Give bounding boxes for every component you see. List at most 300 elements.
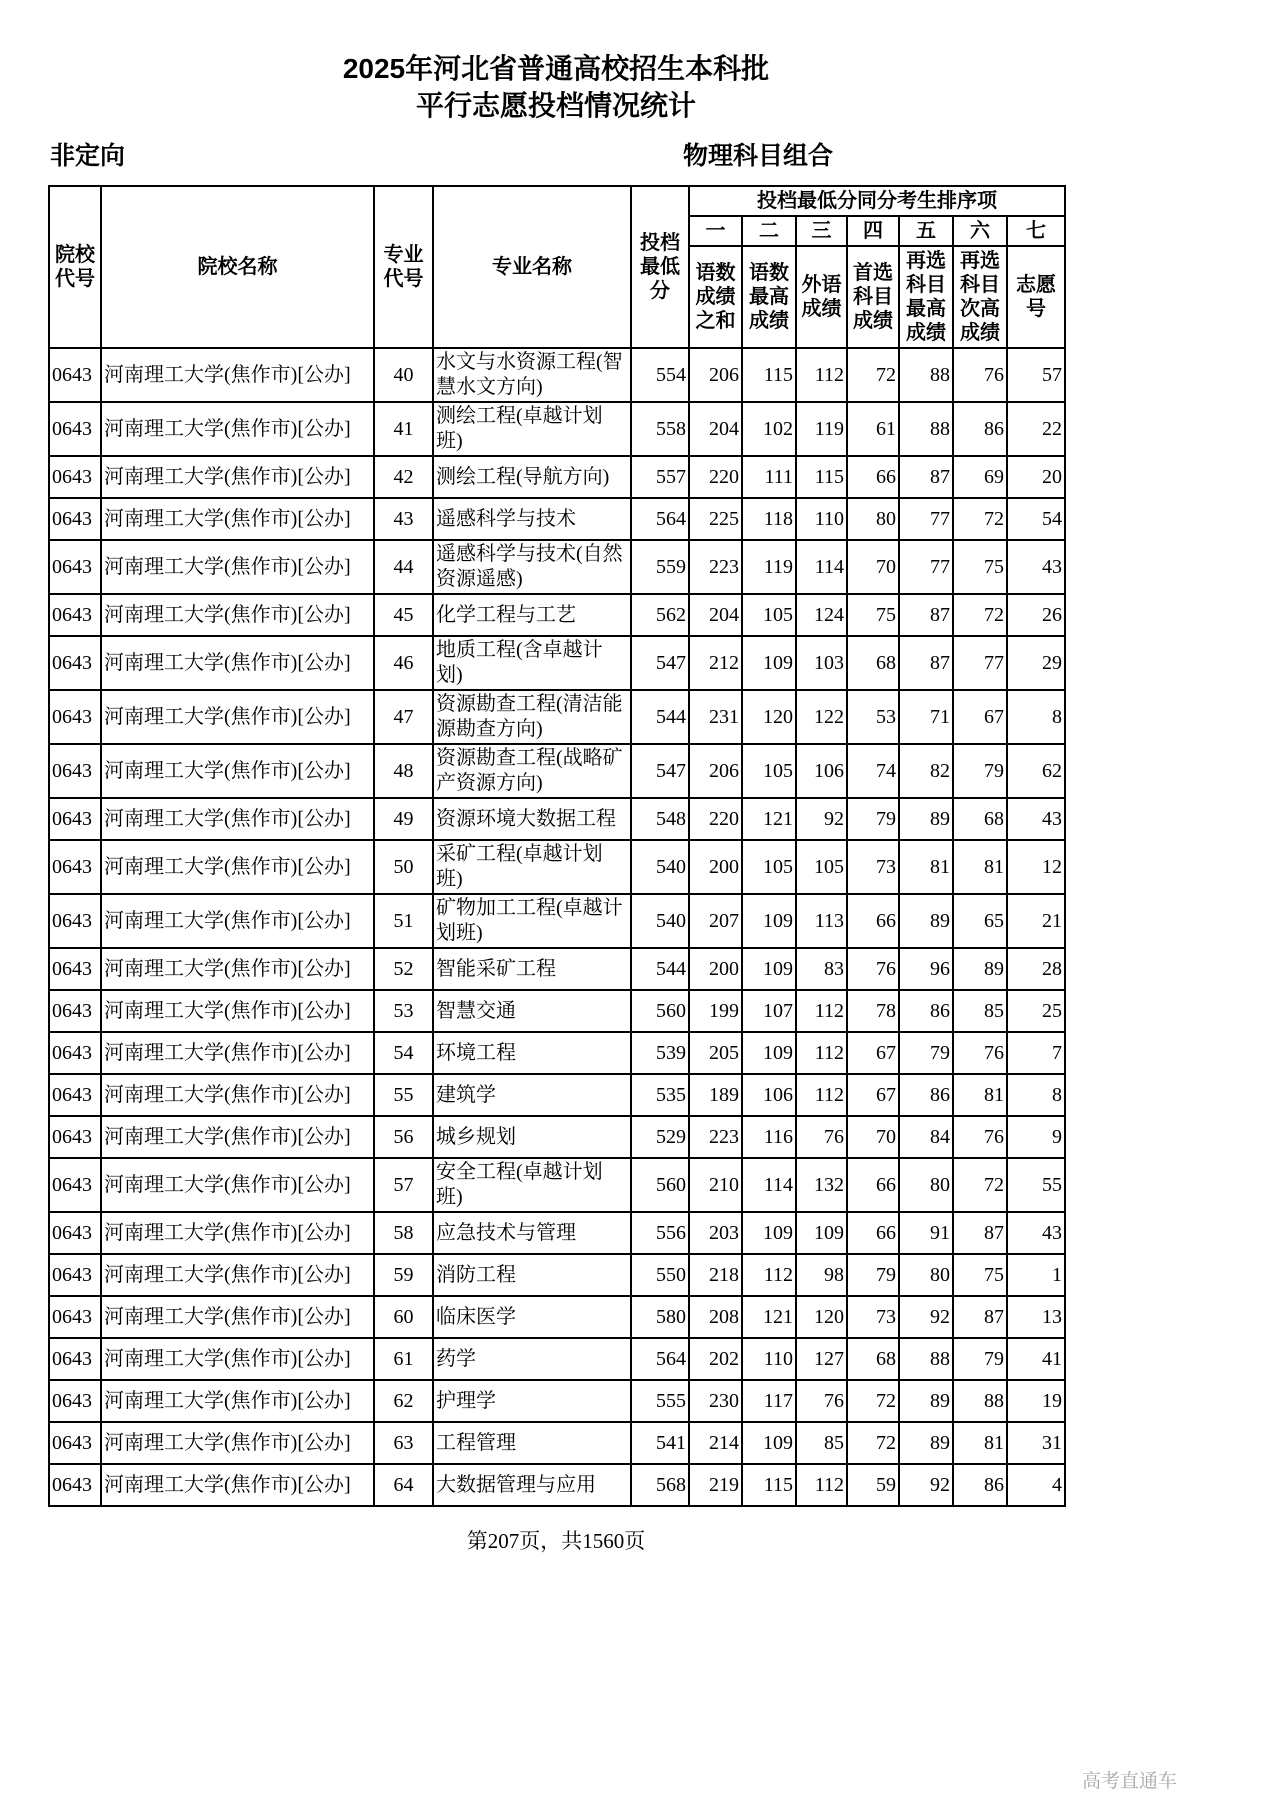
- tiebreak-4-cell: 68: [847, 1338, 899, 1380]
- major-name-cell: 采矿工程(卓越计划班): [433, 840, 631, 894]
- tiebreak-6-cell: 81: [953, 1074, 1007, 1116]
- major-code-cell: 45: [374, 594, 433, 636]
- tiebreak-6-cell: 79: [953, 1338, 1007, 1380]
- college-code-cell: 0643: [49, 1380, 101, 1422]
- major-code-cell: 58: [374, 1212, 433, 1254]
- college-name-cell: 河南理工大学(焦作市)[公办]: [101, 594, 374, 636]
- table-row: [49, 840, 1065, 894]
- section-labels: [48, 139, 1064, 173]
- major-code-cell: 59: [374, 1254, 433, 1296]
- sub-header-chinese-math-sum: 语数成绩之和: [689, 246, 742, 348]
- tiebreak-4-cell: 75: [847, 594, 899, 636]
- college-name-cell: 河南理工大学(焦作市)[公办]: [101, 744, 374, 798]
- tiebreak-1-cell: 204: [689, 402, 742, 456]
- tiebreak-5-cell: 80: [899, 1254, 953, 1296]
- tiebreak-4-cell: 70: [847, 1116, 899, 1158]
- table-body: [49, 348, 1065, 1506]
- tiebreak-4-cell: 53: [847, 690, 899, 744]
- college-name-cell: 河南理工大学(焦作市)[公办]: [101, 1338, 374, 1380]
- tiebreak-6-cell: 76: [953, 1032, 1007, 1074]
- table-row: [49, 798, 1065, 840]
- table-row: [49, 1422, 1065, 1464]
- volunteer-number-cell: 62: [1007, 744, 1065, 798]
- college-name-cell: 河南理工大学(焦作市)[公办]: [101, 1212, 374, 1254]
- ordinal-header-2: 二: [742, 216, 796, 246]
- college-code-cell: 0643: [49, 948, 101, 990]
- min-score-cell: 547: [631, 744, 689, 798]
- major-code-cell: 43: [374, 498, 433, 540]
- tiebreak-3-cell: 112: [796, 1464, 847, 1506]
- tiebreak-2-cell: 105: [742, 744, 796, 798]
- min-score-cell: 544: [631, 690, 689, 744]
- college-code-cell: 0643: [49, 744, 101, 798]
- major-name-cell: 消防工程: [433, 1254, 631, 1296]
- tiebreak-5-cell: 89: [899, 894, 953, 948]
- major-name-cell: 遥感科学与技术(自然资源遥感): [433, 540, 631, 594]
- tiebreak-4-cell: 74: [847, 744, 899, 798]
- major-code-cell: 40: [374, 348, 433, 402]
- college-code-cell: 0643: [49, 1032, 101, 1074]
- title-line-2: 平行志愿投档情况统计: [415, 90, 696, 121]
- tiebreak-4-cell: 72: [847, 348, 899, 402]
- major-code-cell: 57: [374, 1158, 433, 1212]
- tiebreak-5-cell: 87: [899, 456, 953, 498]
- volunteer-number-cell: 28: [1007, 948, 1065, 990]
- college-name-cell: 河南理工大学(焦作市)[公办]: [101, 1254, 374, 1296]
- tiebreak-6-cell: 86: [953, 1464, 1007, 1506]
- tiebreak-3-cell: 106: [796, 744, 847, 798]
- tiebreak-2-cell: 112: [742, 1254, 796, 1296]
- tiebreak-2-cell: 120: [742, 690, 796, 744]
- tiebreak-6-cell: 75: [953, 1254, 1007, 1296]
- table-row: [49, 894, 1065, 948]
- college-name-cell: 河南理工大学(焦作市)[公办]: [101, 636, 374, 690]
- tiebreak-1-cell: 200: [689, 840, 742, 894]
- table-row: [49, 948, 1065, 990]
- min-score-cell: 556: [631, 1212, 689, 1254]
- tiebreak-2-cell: 117: [742, 1380, 796, 1422]
- college-code-cell: 0643: [49, 1338, 101, 1380]
- major-name-cell: 工程管理: [433, 1422, 631, 1464]
- min-score-cell: 540: [631, 894, 689, 948]
- major-code-cell: 48: [374, 744, 433, 798]
- tiebreak-3-cell: 112: [796, 348, 847, 402]
- tiebreak-5-cell: 80: [899, 1158, 953, 1212]
- tiebreak-5-cell: 89: [899, 1422, 953, 1464]
- tiebreak-4-cell: 66: [847, 1212, 899, 1254]
- tiebreak-6-cell: 87: [953, 1296, 1007, 1338]
- tiebreak-2-cell: 121: [742, 798, 796, 840]
- tiebreak-6-cell: 72: [953, 498, 1007, 540]
- college-code-cell: 0643: [49, 1074, 101, 1116]
- tiebreak-4-cell: 80: [847, 498, 899, 540]
- table-row: [49, 1338, 1065, 1380]
- tiebreak-4-cell: 61: [847, 402, 899, 456]
- major-name-cell: 大数据管理与应用: [433, 1464, 631, 1506]
- major-code-cell: 56: [374, 1116, 433, 1158]
- tiebreak-3-cell: 114: [796, 540, 847, 594]
- major-name-cell: 应急技术与管理: [433, 1212, 631, 1254]
- tiebreak-2-cell: 119: [742, 540, 796, 594]
- volunteer-number-cell: 54: [1007, 498, 1065, 540]
- volunteer-number-cell: 43: [1007, 1212, 1065, 1254]
- tiebreak-3-cell: 110: [796, 498, 847, 540]
- college-code-cell: 0643: [49, 798, 101, 840]
- tiebreak-4-cell: 72: [847, 1380, 899, 1422]
- tiebreak-3-cell: 85: [796, 1422, 847, 1464]
- min-score-cell: 568: [631, 1464, 689, 1506]
- tiebreak-5-cell: 88: [899, 1338, 953, 1380]
- volunteer-number-cell: 43: [1007, 540, 1065, 594]
- tiebreak-2-cell: 102: [742, 402, 796, 456]
- major-name-cell: 智能采矿工程: [433, 948, 631, 990]
- major-name-cell: 安全工程(卓越计划班): [433, 1158, 631, 1212]
- major-name-cell: 矿物加工工程(卓越计划班): [433, 894, 631, 948]
- min-score-cell: 540: [631, 840, 689, 894]
- table-row: [49, 1380, 1065, 1422]
- header-row-main: [49, 186, 1065, 216]
- college-name-cell: 河南理工大学(焦作市)[公办]: [101, 456, 374, 498]
- volunteer-number-cell: 4: [1007, 1464, 1065, 1506]
- major-code-cell: 52: [374, 948, 433, 990]
- tiebreak-6-cell: 69: [953, 456, 1007, 498]
- tiebreak-2-cell: 105: [742, 840, 796, 894]
- tiebreak-1-cell: 212: [689, 636, 742, 690]
- college-name-cell: 河南理工大学(焦作市)[公办]: [101, 498, 374, 540]
- major-name-cell: 药学: [433, 1338, 631, 1380]
- volunteer-number-cell: 7: [1007, 1032, 1065, 1074]
- major-code-cell: 46: [374, 636, 433, 690]
- orientation-label: 非定向: [50, 142, 126, 170]
- min-score-cell: 539: [631, 1032, 689, 1074]
- college-code-cell: 0643: [49, 594, 101, 636]
- tiebreak-1-cell: 207: [689, 894, 742, 948]
- tiebreak-2-cell: 116: [742, 1116, 796, 1158]
- subject-combination-label: 物理科目组合: [683, 142, 834, 170]
- tiebreak-5-cell: 77: [899, 540, 953, 594]
- tiebreak-3-cell: 105: [796, 840, 847, 894]
- college-name-cell: 河南理工大学(焦作市)[公办]: [101, 1464, 374, 1506]
- tiebreak-4-cell: 73: [847, 1296, 899, 1338]
- min-score-cell: 559: [631, 540, 689, 594]
- tiebreak-5-cell: 96: [899, 948, 953, 990]
- table-row: [49, 690, 1065, 744]
- tiebreak-4-cell: 66: [847, 456, 899, 498]
- table-row: [49, 1464, 1065, 1506]
- college-code-cell: 0643: [49, 1254, 101, 1296]
- college-name-cell: 河南理工大学(焦作市)[公办]: [101, 948, 374, 990]
- tiebreak-5-cell: 89: [899, 798, 953, 840]
- major-code-cell: 55: [374, 1074, 433, 1116]
- tiebreak-3-cell: 115: [796, 456, 847, 498]
- volunteer-number-cell: 21: [1007, 894, 1065, 948]
- major-code-cell: 41: [374, 402, 433, 456]
- min-score-cell: 529: [631, 1116, 689, 1158]
- min-score-cell: 580: [631, 1296, 689, 1338]
- volunteer-number-cell: 57: [1007, 348, 1065, 402]
- tiebreak-4-cell: 79: [847, 798, 899, 840]
- major-name-cell: 建筑学: [433, 1074, 631, 1116]
- major-name-cell: 资源环境大数据工程: [433, 798, 631, 840]
- tiebreak-3-cell: 98: [796, 1254, 847, 1296]
- tiebreak-6-cell: 79: [953, 744, 1007, 798]
- tiebreak-1-cell: 225: [689, 498, 742, 540]
- tiebreak-2-cell: 109: [742, 894, 796, 948]
- tiebreak-6-cell: 85: [953, 990, 1007, 1032]
- tiebreak-5-cell: 84: [899, 1116, 953, 1158]
- table-row: [49, 540, 1065, 594]
- table-row: [49, 1254, 1065, 1296]
- tiebreak-3-cell: 92: [796, 798, 847, 840]
- tiebreak-6-cell: 65: [953, 894, 1007, 948]
- college-name-cell: 河南理工大学(焦作市)[公办]: [101, 402, 374, 456]
- tiebreak-2-cell: 109: [742, 1422, 796, 1464]
- tiebreak-4-cell: 66: [847, 1158, 899, 1212]
- tiebreak-4-cell: 72: [847, 1422, 899, 1464]
- tiebreak-3-cell: 76: [796, 1380, 847, 1422]
- major-name-cell: 护理学: [433, 1380, 631, 1422]
- tiebreak-5-cell: 86: [899, 990, 953, 1032]
- table-row: [49, 402, 1065, 456]
- major-code-cell: 50: [374, 840, 433, 894]
- min-score-cell: 562: [631, 594, 689, 636]
- college-code-cell: 0643: [49, 498, 101, 540]
- tiebreak-5-cell: 88: [899, 402, 953, 456]
- min-score-cell: 564: [631, 498, 689, 540]
- tiebreak-5-cell: 86: [899, 1074, 953, 1116]
- sub-header-first-subject: 首选科目成绩: [847, 246, 899, 348]
- tiebreak-4-cell: 59: [847, 1464, 899, 1506]
- college-code-cell: 0643: [49, 348, 101, 402]
- volunteer-number-cell: 8: [1007, 690, 1065, 744]
- major-name-header: 专业名称: [433, 186, 631, 348]
- tiebreak-4-cell: 78: [847, 990, 899, 1032]
- tiebreak-5-cell: 89: [899, 1380, 953, 1422]
- tiebreak-2-cell: 110: [742, 1338, 796, 1380]
- college-name-cell: 河南理工大学(焦作市)[公办]: [101, 1296, 374, 1338]
- major-name-cell: 城乡规划: [433, 1116, 631, 1158]
- tiebreak-3-cell: 83: [796, 948, 847, 990]
- major-code-cell: 60: [374, 1296, 433, 1338]
- college-name-cell: 河南理工大学(焦作市)[公办]: [101, 1116, 374, 1158]
- major-code-cell: 44: [374, 540, 433, 594]
- tiebreak-3-cell: 122: [796, 690, 847, 744]
- tiebreak-1-cell: 208: [689, 1296, 742, 1338]
- major-code-cell: 64: [374, 1464, 433, 1506]
- sub-header-reselect-second: 再选科目次高成绩: [953, 246, 1007, 348]
- table-row: [49, 498, 1065, 540]
- table-row: [49, 1296, 1065, 1338]
- tiebreak-6-cell: 89: [953, 948, 1007, 990]
- tiebreak-1-cell: 220: [689, 798, 742, 840]
- college-name-cell: 河南理工大学(焦作市)[公办]: [101, 1158, 374, 1212]
- major-code-cell: 54: [374, 1032, 433, 1074]
- volunteer-number-cell: 31: [1007, 1422, 1065, 1464]
- tiebreak-2-cell: 115: [742, 348, 796, 402]
- tiebreak-1-cell: 203: [689, 1212, 742, 1254]
- document-page: [48, 50, 1064, 1555]
- college-code-header: 院校代号: [49, 186, 101, 348]
- college-code-cell: 0643: [49, 1116, 101, 1158]
- min-score-cell: 555: [631, 1380, 689, 1422]
- tiebreak-4-cell: 76: [847, 948, 899, 990]
- college-code-cell: 0643: [49, 1212, 101, 1254]
- college-code-cell: 0643: [49, 894, 101, 948]
- tiebreak-1-cell: 223: [689, 540, 742, 594]
- ordinal-header-6: 六: [953, 216, 1007, 246]
- tiebreak-6-cell: 88: [953, 1380, 1007, 1422]
- tiebreak-2-cell: 107: [742, 990, 796, 1032]
- tiebreak-3-cell: 112: [796, 1074, 847, 1116]
- college-code-cell: 0643: [49, 636, 101, 690]
- college-code-cell: 0643: [49, 540, 101, 594]
- college-name-cell: 河南理工大学(焦作市)[公办]: [101, 840, 374, 894]
- volunteer-number-cell: 8: [1007, 1074, 1065, 1116]
- title-line-1: 2025年河北省普通高校招生本科批: [342, 53, 770, 84]
- tiebreak-4-cell: 66: [847, 894, 899, 948]
- tiebreak-3-cell: 132: [796, 1158, 847, 1212]
- tiebreak-2-cell: 109: [742, 948, 796, 990]
- tiebreak-1-cell: 214: [689, 1422, 742, 1464]
- tiebreak-3-cell: 103: [796, 636, 847, 690]
- table-row: [49, 594, 1065, 636]
- sub-header-foreign-language: 外语成绩: [796, 246, 847, 348]
- college-code-cell: 0643: [49, 690, 101, 744]
- major-code-cell: 53: [374, 990, 433, 1032]
- tiebreak-4-cell: 73: [847, 840, 899, 894]
- tiebreak-3-cell: 127: [796, 1338, 847, 1380]
- major-code-cell: 49: [374, 798, 433, 840]
- tiebreak-3-cell: 76: [796, 1116, 847, 1158]
- tiebreak-2-cell: 109: [742, 1212, 796, 1254]
- tiebreak-2-cell: 121: [742, 1296, 796, 1338]
- tiebreak-1-cell: 199: [689, 990, 742, 1032]
- tiebreak-6-cell: 86: [953, 402, 1007, 456]
- major-name-cell: 地质工程(含卓越计划): [433, 636, 631, 690]
- tiebreak-6-cell: 76: [953, 1116, 1007, 1158]
- tiebreak-1-cell: 206: [689, 348, 742, 402]
- min-score-cell: 564: [631, 1338, 689, 1380]
- college-name-cell: 河南理工大学(焦作市)[公办]: [101, 990, 374, 1032]
- tiebreak-1-cell: 219: [689, 1464, 742, 1506]
- tiebreak-5-cell: 81: [899, 840, 953, 894]
- tiebreak-1-cell: 206: [689, 744, 742, 798]
- tiebreak-6-cell: 81: [953, 840, 1007, 894]
- tiebreak-5-cell: 87: [899, 594, 953, 636]
- table-header: [49, 186, 1065, 348]
- tiebreak-5-cell: 79: [899, 1032, 953, 1074]
- min-score-cell: 557: [631, 456, 689, 498]
- tiebreak-6-cell: 77: [953, 636, 1007, 690]
- tiebreak-3-cell: 112: [796, 990, 847, 1032]
- tiebreak-2-cell: 118: [742, 498, 796, 540]
- volunteer-number-cell: 13: [1007, 1296, 1065, 1338]
- tiebreak-6-cell: 68: [953, 798, 1007, 840]
- table-row: [49, 456, 1065, 498]
- table-row: [49, 636, 1065, 690]
- college-name-cell: 河南理工大学(焦作市)[公办]: [101, 1032, 374, 1074]
- tiebreak-2-cell: 109: [742, 636, 796, 690]
- college-code-cell: 0643: [49, 1158, 101, 1212]
- major-name-cell: 资源勘查工程(战略矿产资源方向): [433, 744, 631, 798]
- volunteer-number-cell: 9: [1007, 1116, 1065, 1158]
- min-score-cell: 554: [631, 348, 689, 402]
- tiebreak-3-cell: 112: [796, 1032, 847, 1074]
- college-name-cell: 河南理工大学(焦作市)[公办]: [101, 690, 374, 744]
- major-name-cell: 测绘工程(卓越计划班): [433, 402, 631, 456]
- page-indicator: 第207页，共1560页: [466, 1529, 646, 1553]
- tiebreak-3-cell: 119: [796, 402, 847, 456]
- tiebreak-1-cell: 220: [689, 456, 742, 498]
- table-row: [49, 1158, 1065, 1212]
- tiebreak-1-cell: 202: [689, 1338, 742, 1380]
- tiebreak-1-cell: 231: [689, 690, 742, 744]
- major-code-cell: 63: [374, 1422, 433, 1464]
- volunteer-number-cell: 22: [1007, 402, 1065, 456]
- tiebreak-4-cell: 67: [847, 1032, 899, 1074]
- volunteer-number-cell: 26: [1007, 594, 1065, 636]
- volunteer-number-cell: 41: [1007, 1338, 1065, 1380]
- table-row: [49, 1074, 1065, 1116]
- volunteer-number-cell: 1: [1007, 1254, 1065, 1296]
- tiebreak-6-cell: 72: [953, 1158, 1007, 1212]
- tiebreak-6-cell: 81: [953, 1422, 1007, 1464]
- sub-header-volunteer-number: 志愿号: [1007, 246, 1065, 348]
- table-row: [49, 1116, 1065, 1158]
- tiebreak-4-cell: 67: [847, 1074, 899, 1116]
- ordinal-header-5: 五: [899, 216, 953, 246]
- college-code-cell: 0643: [49, 1464, 101, 1506]
- tiebreak-1-cell: 204: [689, 594, 742, 636]
- major-name-cell: 智慧交通: [433, 990, 631, 1032]
- min-score-cell: 550: [631, 1254, 689, 1296]
- tiebreak-5-cell: 82: [899, 744, 953, 798]
- min-score-cell: 541: [631, 1422, 689, 1464]
- college-name-cell: 河南理工大学(焦作市)[公办]: [101, 348, 374, 402]
- tiebreak-1-cell: 189: [689, 1074, 742, 1116]
- tiebreak-1-cell: 210: [689, 1158, 742, 1212]
- tiebreak-1-cell: 223: [689, 1116, 742, 1158]
- tiebreak-4-cell: 70: [847, 540, 899, 594]
- major-code-cell: 47: [374, 690, 433, 744]
- table-row: [49, 348, 1065, 402]
- volunteer-number-cell: 25: [1007, 990, 1065, 1032]
- volunteer-number-cell: 19: [1007, 1380, 1065, 1422]
- tiebreak-3-cell: 113: [796, 894, 847, 948]
- tiebreak-6-cell: 87: [953, 1212, 1007, 1254]
- tiebreak-5-cell: 71: [899, 690, 953, 744]
- sub-header-chinese-math-max: 语数最高成绩: [742, 246, 796, 348]
- tiebreak-1-cell: 205: [689, 1032, 742, 1074]
- min-score-cell: 547: [631, 636, 689, 690]
- tiebreak-4-cell: 68: [847, 636, 899, 690]
- major-code-cell: 62: [374, 1380, 433, 1422]
- college-name-cell: 河南理工大学(焦作市)[公办]: [101, 1380, 374, 1422]
- ordinal-header-1: 一: [689, 216, 742, 246]
- min-score-header: 投档最低分: [631, 186, 689, 348]
- college-name-header: 院校名称: [101, 186, 374, 348]
- tiebreak-6-cell: 67: [953, 690, 1007, 744]
- major-name-cell: 测绘工程(导航方向): [433, 456, 631, 498]
- tiebreak-1-cell: 200: [689, 948, 742, 990]
- major-name-cell: 遥感科学与技术: [433, 498, 631, 540]
- min-score-cell: 560: [631, 1158, 689, 1212]
- college-code-cell: 0643: [49, 456, 101, 498]
- volunteer-number-cell: 12: [1007, 840, 1065, 894]
- tiebreak-2-cell: 106: [742, 1074, 796, 1116]
- tiebreak-2-cell: 114: [742, 1158, 796, 1212]
- tiebreak-6-cell: 75: [953, 540, 1007, 594]
